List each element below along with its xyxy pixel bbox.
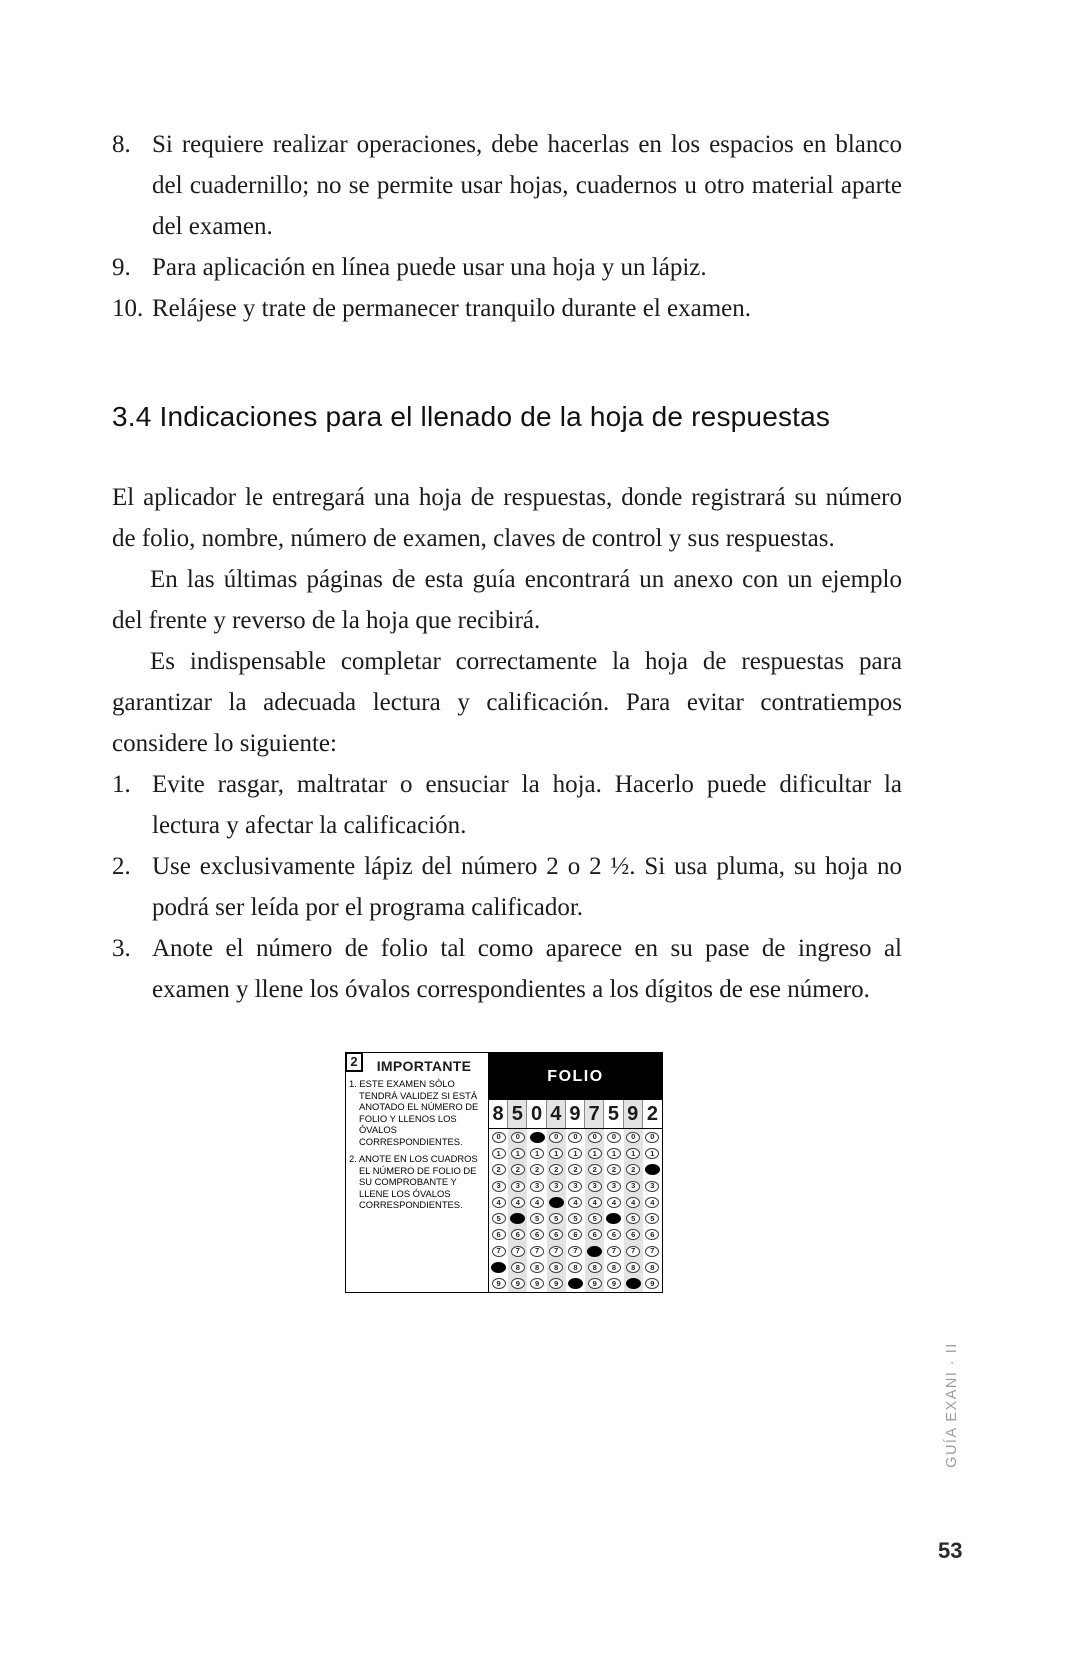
list-item (112, 247, 902, 288)
bubble: 9 (607, 1278, 621, 1289)
bubble-cell (604, 1178, 623, 1194)
paragraph: El aplicador le entregará una hoja de respuestas, donde registrará su número de folio, nombre, número de examen, claves de control y sus respuestas. (112, 484, 902, 552)
bubble: 4 (511, 1197, 525, 1208)
list-item-text: Para aplicación en línea puede usar una hoja y un lápiz. (152, 254, 707, 281)
list-item (112, 288, 902, 329)
folio-digit-cell: 7 (585, 1100, 604, 1128)
folio-digit-cell: 8 (489, 1100, 508, 1128)
folio-digit-cell: 2 (646, 1102, 658, 1125)
bubble-cell (624, 1227, 643, 1243)
bubble: 8 (511, 1262, 525, 1273)
bubble-filled (606, 1213, 621, 1224)
folio-digit-cell: 9 (566, 1100, 585, 1128)
page-number: 53 (938, 1538, 963, 1563)
bubble-cell (508, 1129, 527, 1145)
bubble-filled (645, 1164, 660, 1175)
folio-header: FOLIO (489, 1053, 662, 1100)
list-item-text: Anote el número de folio tal como aparece en su pase de ingreso al examen y llene los óvalos correspondientes a los dígitos de ese número. (152, 935, 902, 1003)
bubble-cell (585, 1194, 604, 1210)
bubble: 9 (645, 1278, 659, 1289)
bubble: 6 (511, 1229, 525, 1240)
bubble: 8 (626, 1262, 640, 1273)
bubble-cell (585, 1276, 604, 1292)
page-content (112, 124, 902, 1293)
bubble-row (489, 1162, 662, 1178)
bubble-cell (527, 1162, 546, 1178)
bubble-cell (527, 1210, 546, 1226)
bubble: 7 (511, 1246, 525, 1257)
bubble-cell (547, 1243, 566, 1259)
bubble-cell (547, 1259, 566, 1275)
bubble-row (489, 1145, 662, 1161)
folio-digit-cell: 0 (527, 1100, 546, 1128)
bubble: 1 (626, 1148, 640, 1159)
bubble-cell (566, 1276, 585, 1292)
bubble-cell (489, 1259, 508, 1275)
bubble: 4 (492, 1197, 506, 1208)
bubble-cell (643, 1276, 662, 1292)
bubble-cell (547, 1178, 566, 1194)
side-label: GUÍA EXANI · II (944, 1342, 960, 1468)
bubble-row (489, 1194, 662, 1210)
bubble-cell (604, 1259, 623, 1275)
bubble-cell (547, 1145, 566, 1161)
bubble-cell (508, 1276, 527, 1292)
bubble: 3 (626, 1181, 640, 1192)
bubble-cell (585, 1162, 604, 1178)
bubble: 9 (588, 1278, 602, 1289)
bubble-cell (508, 1210, 527, 1226)
bubble: 1 (530, 1148, 544, 1159)
bubble-cell (604, 1145, 623, 1161)
bubble: 5 (626, 1213, 640, 1224)
bubble-cell (604, 1276, 623, 1292)
bubble: 8 (568, 1262, 582, 1273)
bubble-row (489, 1129, 662, 1145)
bubble-cell (624, 1145, 643, 1161)
bubble-cell (566, 1194, 585, 1210)
bubble-row (489, 1227, 662, 1243)
bubble: 8 (588, 1262, 602, 1273)
bubble: 4 (607, 1197, 621, 1208)
bubble-cell (604, 1210, 623, 1226)
importante-instructions (349, 1078, 483, 1211)
section-heading: 3.4 Indicaciones para el llenado de la hoja de respuestas (112, 401, 831, 432)
importante-instruction: 2. ANOTE EN LOS CUADROS EL NÚMERO DE FOLIO DE SU COMPROBANTE Y LLENE LOS ÓVALOS CORRESPONDIENTES. (349, 1153, 478, 1210)
bubble-cell (527, 1227, 546, 1243)
list-item-text: Relájese y trate de permanecer tranquilo durante el examen. (152, 295, 752, 322)
bubble-cell (643, 1227, 662, 1243)
bubble-cell (489, 1194, 508, 1210)
bubble-cell (604, 1227, 623, 1243)
bubble-row (489, 1276, 662, 1292)
bubble-cell (508, 1194, 527, 1210)
bubble: 7 (568, 1246, 582, 1257)
bubble: 1 (549, 1148, 563, 1159)
folio-digit-cell: 9 (624, 1100, 643, 1128)
bubble: 6 (626, 1229, 640, 1240)
paragraph: En las últimas páginas de esta guía encontrará un anexo con un ejemplo del frente y reverso de la hoja que recibirá. (112, 566, 902, 634)
bubble-cell (508, 1162, 527, 1178)
paragraph: Es indispensable completar correctamente la hoja de respuestas para garantizar la adecuada lectura y calificación. Para evitar contratiempos considere lo siguiente: (112, 648, 902, 757)
bubble: 2 (549, 1164, 563, 1175)
bubble: 5 (568, 1213, 582, 1224)
folio-panel (488, 1053, 662, 1292)
bubble-cell (547, 1162, 566, 1178)
folio-digit-cell: 5 (604, 1100, 623, 1128)
bubble: 3 (588, 1181, 602, 1192)
bubble-cell (566, 1243, 585, 1259)
importante-title: IMPORTANTE (376, 1058, 472, 1074)
bubble-cell (566, 1129, 585, 1145)
bubble-cell (643, 1129, 662, 1145)
bubble-cell (547, 1276, 566, 1292)
bubble: 5 (492, 1213, 506, 1224)
bubble-cell (585, 1210, 604, 1226)
bubble: 5 (588, 1213, 602, 1224)
folio-digit-row (489, 1100, 662, 1129)
importante-instruction: 1. ESTE EXAMEN SÓLO TENDRÁ VALIDEZ SI ESTÁ ANOTADO EL NÚMERO DE FOLIO Y LLENOS LOS ÓVALOS CORRESPONDIENTES. (349, 1078, 479, 1147)
corner-number: 2 (345, 1052, 363, 1072)
bubble-filled (510, 1213, 525, 1224)
bubble: 9 (511, 1278, 525, 1289)
list-item (112, 928, 902, 1010)
bubble-filled (530, 1132, 545, 1143)
bubble-cell (643, 1178, 662, 1194)
bubble-row (489, 1259, 662, 1275)
list-item (112, 846, 902, 928)
list-item-number: 2. (112, 853, 131, 880)
importante-panel (346, 1053, 488, 1292)
bubble: 3 (549, 1181, 563, 1192)
bubble: 2 (607, 1164, 621, 1175)
bubble-filled (549, 1197, 564, 1208)
bubble-cell (624, 1259, 643, 1275)
bubble: 3 (492, 1181, 506, 1192)
bubble-cell (489, 1145, 508, 1161)
bubble: 2 (492, 1164, 506, 1175)
bubble: 5 (530, 1213, 544, 1224)
list-item-number: 9. (112, 254, 131, 281)
bubble: 6 (492, 1229, 506, 1240)
bubble-cell (624, 1194, 643, 1210)
bubble-cell (547, 1129, 566, 1145)
bubble-cell (585, 1259, 604, 1275)
bubble: 1 (492, 1148, 506, 1159)
bubble-filled (491, 1262, 506, 1273)
bubble: 3 (568, 1181, 582, 1192)
bubble: 3 (530, 1181, 544, 1192)
bubble-cell (566, 1145, 585, 1161)
bubble: 9 (530, 1278, 544, 1289)
bubble-filled (587, 1246, 602, 1257)
bubble-cell (624, 1210, 643, 1226)
bubble-filled (568, 1278, 583, 1289)
bubble: 1 (511, 1148, 525, 1159)
bubble-cell (489, 1227, 508, 1243)
folio-bubble-grid (489, 1129, 662, 1292)
bubble-row (489, 1210, 662, 1226)
bubble-cell (643, 1259, 662, 1275)
bubble-cell (547, 1227, 566, 1243)
folio-digit-cell: 4 (547, 1100, 566, 1128)
folio-digit-cell: 5 (508, 1100, 527, 1128)
bubble: 1 (607, 1148, 621, 1159)
bubble-cell (527, 1194, 546, 1210)
bubble-cell (489, 1276, 508, 1292)
bubble: 2 (588, 1164, 602, 1175)
bubble-cell (585, 1227, 604, 1243)
bubble-cell (566, 1162, 585, 1178)
bubble-cell (643, 1162, 662, 1178)
bubble-cell (585, 1243, 604, 1259)
bubble-cell (604, 1243, 623, 1259)
bubble-cell (624, 1276, 643, 1292)
bubble: 7 (645, 1246, 659, 1257)
bubble-filled (626, 1278, 641, 1289)
bubble: 0 (511, 1132, 525, 1143)
bubble-cell (527, 1243, 546, 1259)
bubble: 1 (568, 1148, 582, 1159)
bubble: 8 (549, 1262, 563, 1273)
bubble-cell (585, 1178, 604, 1194)
bubble: 3 (511, 1181, 525, 1192)
bubble-cell (508, 1145, 527, 1161)
list-item-text: Use exclusivamente lápiz del número 2 o 2 ½. Si usa pluma, su hoja no podrá ser leída por el programa calificador. (152, 853, 902, 921)
bubble: 9 (549, 1278, 563, 1289)
bubble: 6 (645, 1229, 659, 1240)
bubble-cell (508, 1259, 527, 1275)
bubble: 4 (588, 1197, 602, 1208)
bubble-cell (643, 1243, 662, 1259)
bubble: 0 (568, 1132, 582, 1143)
bubble: 7 (530, 1246, 544, 1257)
bubble-cell (547, 1210, 566, 1226)
bubble: 8 (530, 1262, 544, 1273)
bubble: 0 (645, 1132, 659, 1143)
bubble-cell (527, 1178, 546, 1194)
bubble-cell (566, 1178, 585, 1194)
bubble: 7 (626, 1246, 640, 1257)
bubble: 4 (645, 1197, 659, 1208)
bubble: 7 (549, 1246, 563, 1257)
bubble: 3 (607, 1181, 621, 1192)
bubble-cell (585, 1145, 604, 1161)
list-item (112, 764, 902, 846)
bubble-cell (624, 1162, 643, 1178)
answer-sheet-figure (345, 1052, 663, 1293)
bubble: 5 (549, 1213, 563, 1224)
bubble-cell (527, 1145, 546, 1161)
bubble-cell (489, 1243, 508, 1259)
bubble-cell (585, 1129, 604, 1145)
bubble-cell (508, 1243, 527, 1259)
list-item-text: Si requiere realizar operaciones, debe hacerlas en los espacios en blanco del cuadernillo; no se permite usar hojas, cuadernos u otro material aparte del examen. (152, 131, 902, 240)
bubble-cell (547, 1194, 566, 1210)
bubble: 6 (568, 1229, 582, 1240)
bubble: 0 (626, 1132, 640, 1143)
bubble: 4 (626, 1197, 640, 1208)
bubble-cell (643, 1194, 662, 1210)
bubble: 1 (588, 1148, 602, 1159)
bubble-cell (624, 1178, 643, 1194)
bubble-cell (489, 1178, 508, 1194)
bubble: 0 (549, 1132, 563, 1143)
bubble: 6 (607, 1229, 621, 1240)
bubble: 4 (568, 1197, 582, 1208)
bubble-cell (604, 1162, 623, 1178)
bubble: 7 (607, 1246, 621, 1257)
bubble: 0 (492, 1132, 506, 1143)
bubble: 8 (645, 1262, 659, 1273)
bubble-row (489, 1243, 662, 1259)
bubble: 9 (492, 1278, 506, 1289)
bubble-cell (508, 1227, 527, 1243)
top-list (112, 124, 902, 329)
list-item-number: 10. (112, 295, 144, 322)
bubble-cell (643, 1210, 662, 1226)
bubble: 6 (549, 1229, 563, 1240)
section-paragraphs (112, 477, 902, 764)
bubble: 4 (530, 1197, 544, 1208)
bubble-cell (489, 1210, 508, 1226)
bubble-cell (604, 1194, 623, 1210)
list-item (112, 124, 902, 247)
list-item-number: 1. (112, 771, 131, 798)
bubble: 7 (492, 1246, 506, 1257)
bubble-cell (566, 1227, 585, 1243)
bubble: 6 (530, 1229, 544, 1240)
list-item-number: 8. (112, 131, 131, 158)
bubble: 0 (588, 1132, 602, 1143)
bubble-cell (624, 1243, 643, 1259)
bubble-cell (624, 1129, 643, 1145)
bubble: 6 (588, 1229, 602, 1240)
bubble-cell (643, 1145, 662, 1161)
instruction-list (112, 764, 902, 1010)
bubble: 0 (607, 1132, 621, 1143)
bubble-cell (566, 1210, 585, 1226)
bubble: 2 (530, 1164, 544, 1175)
bubble-cell (489, 1162, 508, 1178)
bubble: 3 (645, 1181, 659, 1192)
bubble: 2 (568, 1164, 582, 1175)
bubble-cell (527, 1129, 546, 1145)
bubble-cell (604, 1129, 623, 1145)
bubble: 2 (511, 1164, 525, 1175)
bubble-row (489, 1178, 662, 1194)
bubble: 5 (645, 1213, 659, 1224)
bubble-cell (508, 1178, 527, 1194)
bubble-cell (566, 1259, 585, 1275)
bubble-cell (489, 1129, 508, 1145)
bubble-cell (527, 1259, 546, 1275)
list-item-number: 3. (112, 935, 131, 962)
bubble-cell (527, 1276, 546, 1292)
list-item-text: Evite rasgar, maltratar o ensuciar la hoja. Hacerlo puede dificultar la lectura y afectar la calificación. (152, 771, 902, 839)
bubble: 2 (626, 1164, 640, 1175)
bubble: 8 (607, 1262, 621, 1273)
bubble: 1 (645, 1148, 659, 1159)
